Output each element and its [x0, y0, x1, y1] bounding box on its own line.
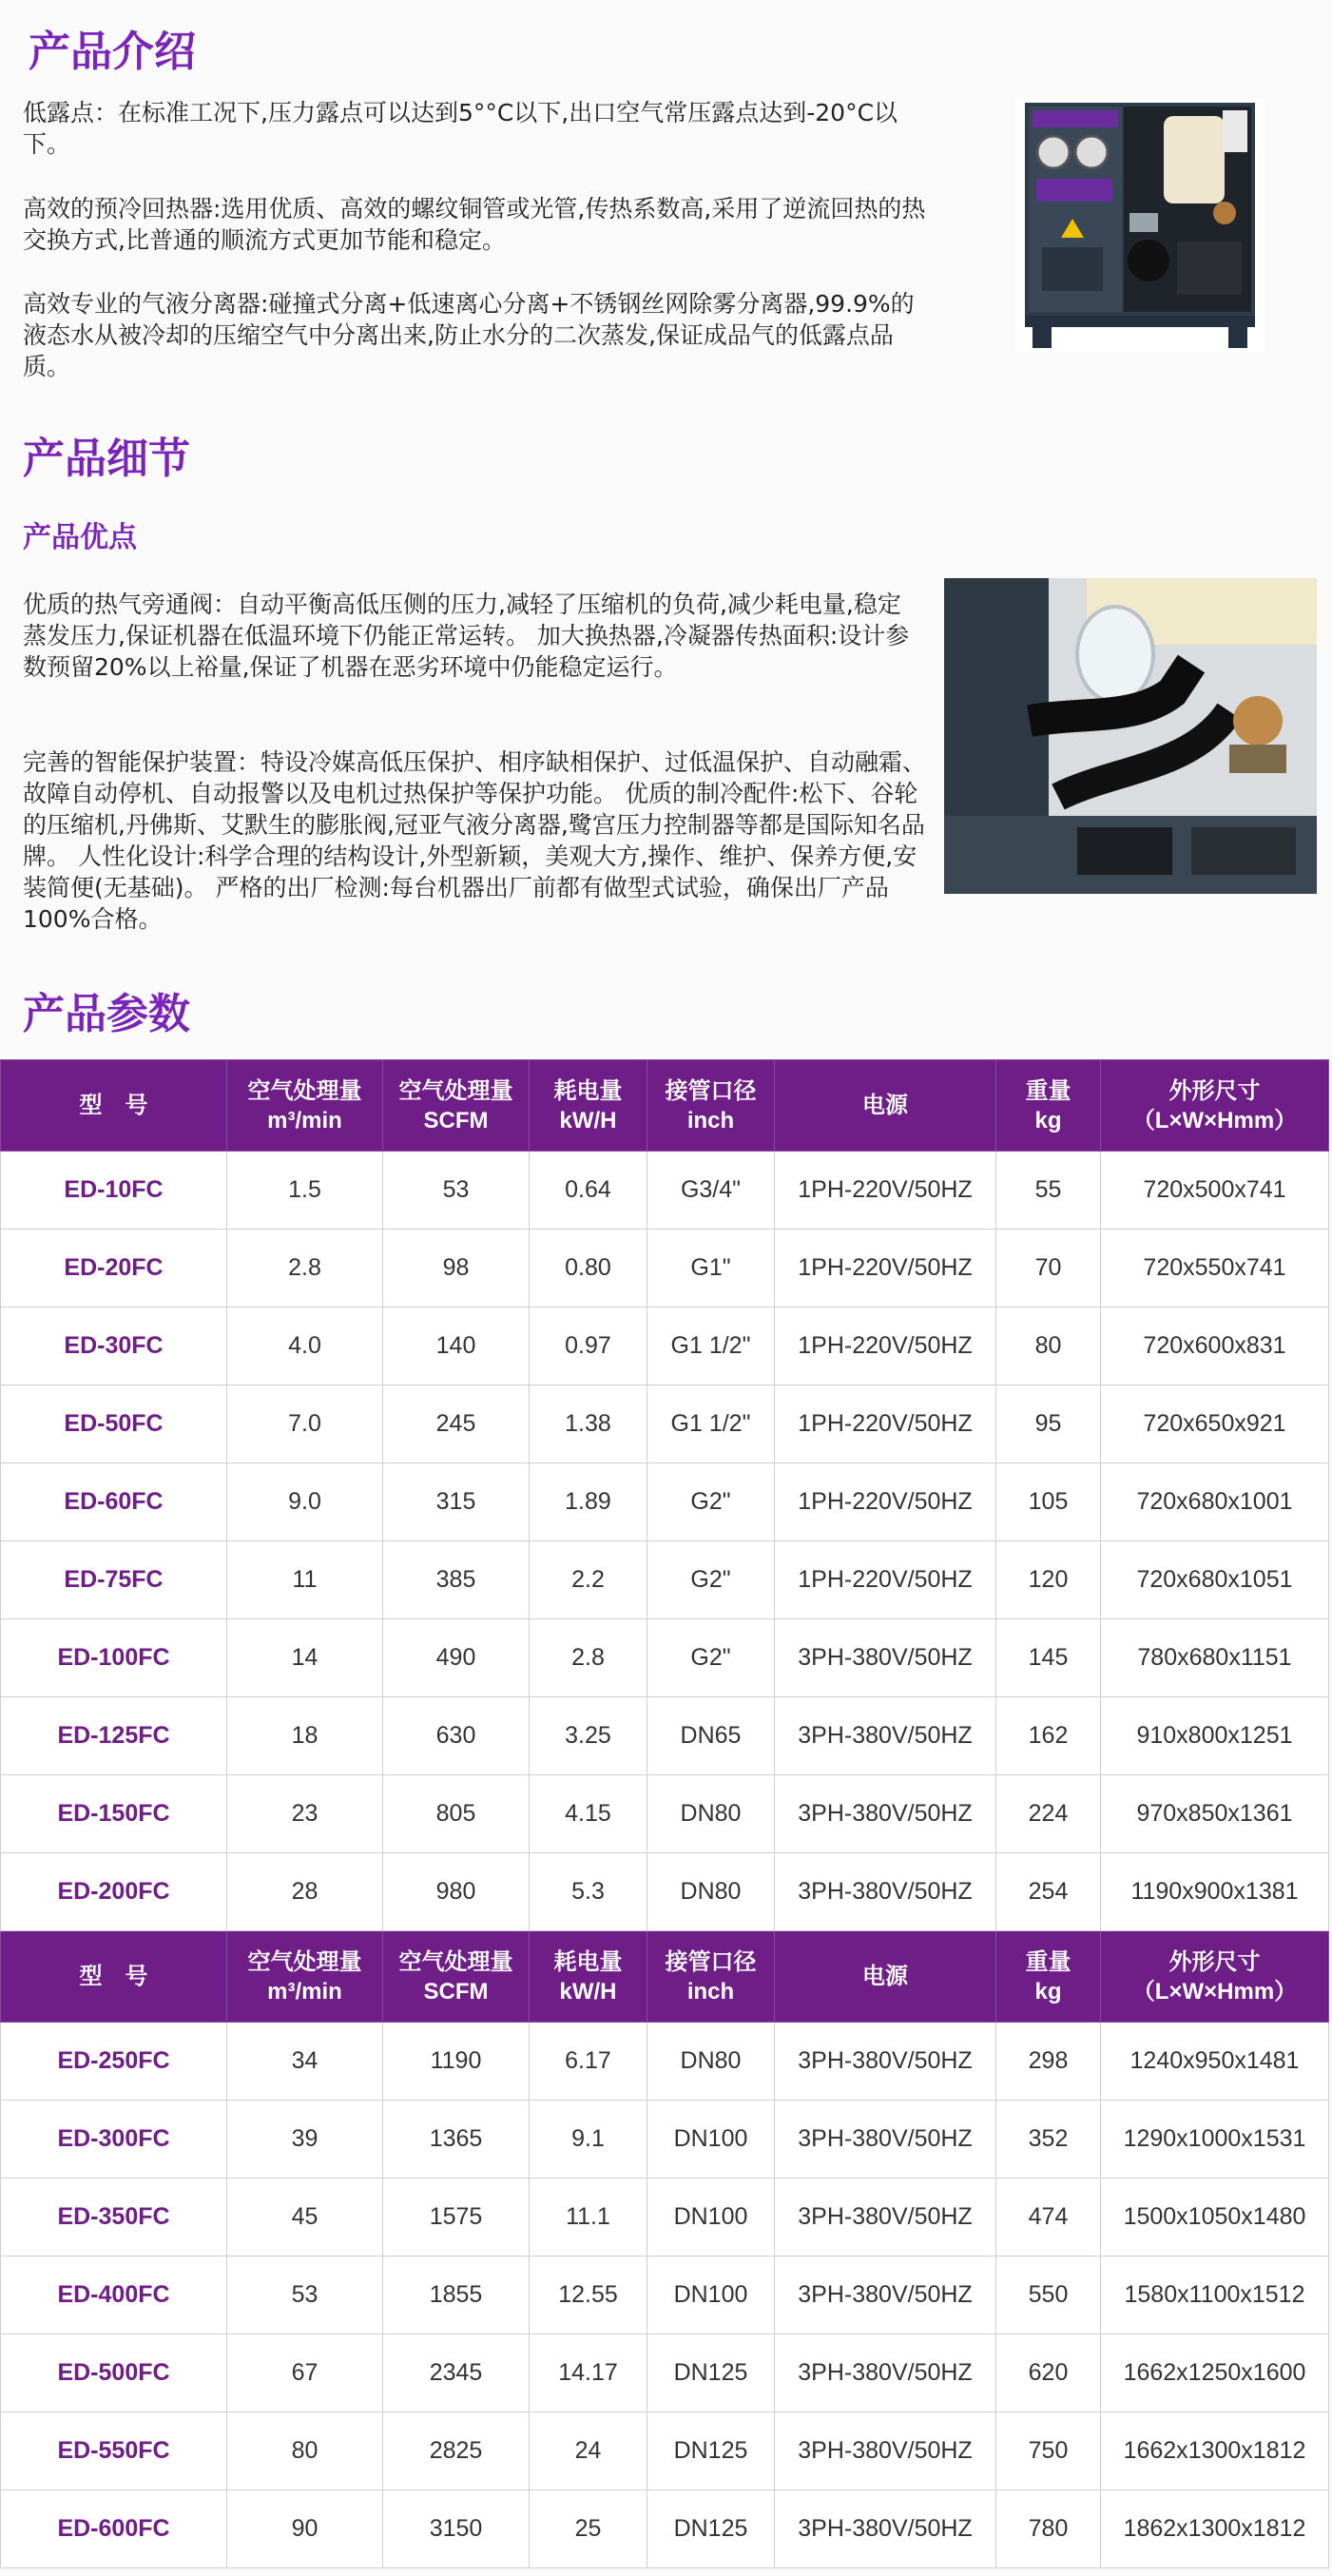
cell-dimensions: 1290x1000x1531	[1101, 2101, 1329, 2179]
header-label: 空气处理量	[398, 1948, 513, 1975]
cell-power: 9.1	[530, 2101, 647, 2179]
cell-power-supply: 3PH-380V/50HZ	[775, 2101, 996, 2179]
cell-power-supply: 1PH-220V/50HZ	[775, 1385, 996, 1463]
cell-power-supply: 3PH-380V/50HZ	[775, 1775, 996, 1853]
cell-model: ED-20FC	[1, 1230, 227, 1307]
cell-power: 0.97	[530, 1307, 647, 1385]
cell-flow-m3min: 67	[227, 2334, 383, 2412]
cell-pipe-size: DN125	[647, 2334, 775, 2412]
cell-flow-m3min: 90	[227, 2490, 383, 2568]
cell-pipe-size: DN65	[647, 1697, 775, 1775]
table-row	[1, 2023, 1329, 2101]
params-table	[0, 1059, 1329, 2568]
cell-model: ED-30FC	[1, 1307, 227, 1385]
cell-weight: 95	[996, 1385, 1101, 1463]
intro-paragraph-precooler: 高效的预冷回热器:选用优质、高效的螺纹铜管或光管,传热系数高,采用了逆流回热的热交换方式,比普通的顺流方式更加节能和稳定。	[23, 195, 926, 254]
header-flow-scfm	[383, 1931, 530, 2023]
cell-dimensions: 1240x950x1481	[1101, 2023, 1329, 2101]
cell-flow-m3min: 39	[227, 2101, 383, 2179]
cell-flow-scfm: 315	[383, 1463, 530, 1541]
cell-flow-scfm: 630	[383, 1697, 530, 1775]
cell-pipe-size: G1 1/2"	[647, 1307, 775, 1385]
table-row	[1, 1853, 1329, 1931]
cell-flow-m3min: 23	[227, 1775, 383, 1853]
cell-model: ED-500FC	[1, 2334, 227, 2412]
cell-dimensions: 1662x1250x1600	[1101, 2334, 1329, 2412]
cell-dimensions: 720x650x921	[1101, 1385, 1329, 1463]
cell-weight: 298	[996, 2023, 1101, 2101]
cell-power: 24	[530, 2412, 647, 2490]
cell-model: ED-350FC	[1, 2179, 227, 2256]
cell-weight: 224	[996, 1775, 1101, 1853]
cell-flow-m3min: 53	[227, 2256, 383, 2334]
header-unit: kg	[1034, 1978, 1062, 2005]
cell-dimensions: 910x800x1251	[1101, 1697, 1329, 1775]
cell-flow-scfm: 1855	[383, 2256, 530, 2334]
cell-pipe-size: DN80	[647, 2023, 775, 2101]
intro-title: 产品介绍	[29, 28, 196, 76]
cell-flow-m3min: 9.0	[227, 1463, 383, 1541]
cell-model: ED-75FC	[1, 1541, 227, 1619]
cell-power-supply: 3PH-380V/50HZ	[775, 2256, 996, 2334]
header-dimensions	[1101, 1060, 1329, 1152]
cell-power: 2.8	[530, 1619, 647, 1697]
cell-power: 0.64	[530, 1152, 647, 1230]
header-power-supply	[775, 1931, 996, 2023]
cell-power-supply: 1PH-220V/50HZ	[775, 1541, 996, 1619]
cell-dimensions: 1190x900x1381	[1101, 1853, 1329, 1931]
cell-model: ED-150FC	[1, 1775, 227, 1853]
header-label: 外形尺寸	[1168, 1077, 1261, 1104]
cell-dimensions: 780x680x1151	[1101, 1619, 1329, 1697]
table-row	[1, 2256, 1329, 2334]
cell-weight: 620	[996, 2334, 1101, 2412]
cell-flow-m3min: 1.5	[227, 1152, 383, 1230]
cell-flow-m3min: 28	[227, 1853, 383, 1931]
header-unit: inch	[686, 1107, 735, 1133]
cell-pipe-size: DN125	[647, 2412, 775, 2490]
table-row	[1, 1775, 1329, 1853]
cell-flow-scfm: 980	[383, 1853, 530, 1931]
header-label: 耗电量	[553, 1948, 623, 1975]
header-label: 耗电量	[553, 1077, 623, 1104]
cell-flow-m3min: 11	[227, 1541, 383, 1619]
cell-power-supply: 1PH-220V/50HZ	[775, 1152, 996, 1230]
cell-dimensions: 1580x1100x1512	[1101, 2256, 1329, 2334]
header-dimensions	[1101, 1931, 1329, 2023]
cell-power-supply: 3PH-380V/50HZ	[775, 1619, 996, 1697]
cell-weight: 550	[996, 2256, 1101, 2334]
cell-flow-scfm: 385	[383, 1541, 530, 1619]
cell-power: 0.80	[530, 1230, 647, 1307]
cell-pipe-size: DN125	[647, 2490, 775, 2568]
table-row	[1, 2101, 1329, 2179]
details-paragraph-bypass-valve: 优质的热气旁通阀：自动平衡高低压侧的压力,减轻了压缩机的负荷,减少耗电量,稳定蒸发压力,保证机器在低温环境下仍能正常运转。 加大换热器,冷凝器传热面积:设计参数预留20%以上裕量,保证了机器在恶劣环境中仍能稳定运行。	[23, 591, 910, 681]
cell-flow-scfm: 53	[383, 1152, 530, 1230]
cell-power-supply: 3PH-380V/50HZ	[775, 2490, 996, 2568]
cell-power: 1.89	[530, 1463, 647, 1541]
header-weight	[996, 1931, 1101, 2023]
cell-weight: 750	[996, 2412, 1101, 2490]
params-table-body	[1, 1060, 1329, 2568]
table-row	[1, 1697, 1329, 1775]
cell-power-supply: 3PH-380V/50HZ	[775, 2412, 996, 2490]
cell-model: ED-10FC	[1, 1152, 227, 1230]
cell-flow-scfm: 3150	[383, 2490, 530, 2568]
cell-flow-scfm: 2345	[383, 2334, 530, 2412]
cell-dimensions: 1500x1050x1480	[1101, 2179, 1329, 2256]
cell-power-supply: 1PH-220V/50HZ	[775, 1463, 996, 1541]
intro-paragraph-low-dew-point: 低露点：在标准工况下,压力露点可以达到5°°C以下,出口空气常压露点达到-20°C以下。	[23, 99, 898, 158]
cell-model: ED-550FC	[1, 2412, 227, 2490]
cell-flow-m3min: 34	[227, 2023, 383, 2101]
header-label: 空气处理量	[247, 1077, 362, 1104]
cell-pipe-size: G1"	[647, 1230, 775, 1307]
cell-pipe-size: G2"	[647, 1619, 775, 1697]
header-unit: m³/min	[267, 1978, 342, 2005]
cell-pipe-size: DN100	[647, 2256, 775, 2334]
cell-flow-scfm: 98	[383, 1230, 530, 1307]
cell-model: ED-60FC	[1, 1463, 227, 1541]
cell-pipe-size: G1 1/2"	[647, 1385, 775, 1463]
header-unit: kg	[1034, 1107, 1062, 1133]
cell-flow-scfm: 490	[383, 1619, 530, 1697]
cell-weight: 254	[996, 1853, 1101, 1931]
header-model	[1, 1931, 227, 2023]
cell-weight: 474	[996, 2179, 1101, 2256]
cell-model: ED-200FC	[1, 1853, 227, 1931]
cell-flow-scfm: 2825	[383, 2412, 530, 2490]
table-row	[1, 2490, 1329, 2568]
cell-weight: 352	[996, 2101, 1101, 2179]
header-label: 重量	[1025, 1077, 1071, 1104]
cell-pipe-size: DN100	[647, 2101, 775, 2179]
cell-pipe-size: G2"	[647, 1463, 775, 1541]
cell-dimensions: 1662x1300x1812	[1101, 2412, 1329, 2490]
table-header-row	[1, 1060, 1329, 1152]
header-unit: SCFM	[423, 1107, 489, 1133]
cell-power: 12.55	[530, 2256, 647, 2334]
cell-dimensions: 720x680x1051	[1101, 1541, 1329, 1619]
cell-model: ED-50FC	[1, 1385, 227, 1463]
table-row	[1, 2412, 1329, 2490]
header-label: 外形尺寸	[1168, 1948, 1261, 1975]
cell-flow-scfm: 140	[383, 1307, 530, 1385]
cell-weight: 780	[996, 2490, 1101, 2568]
cell-power-supply: 3PH-380V/50HZ	[775, 2023, 996, 2101]
header-label: 重量	[1025, 1948, 1071, 1975]
header-pipe-size	[647, 1060, 775, 1152]
cell-flow-m3min: 2.8	[227, 1230, 383, 1307]
table-row	[1, 1307, 1329, 1385]
cell-power: 25	[530, 2490, 647, 2568]
cell-flow-scfm: 805	[383, 1775, 530, 1853]
cell-flow-m3min: 4.0	[227, 1307, 383, 1385]
table-row	[1, 2179, 1329, 2256]
cell-power: 14.17	[530, 2334, 647, 2412]
cell-flow-scfm: 1575	[383, 2179, 530, 2256]
table-row	[1, 1385, 1329, 1463]
header-unit: （L×W×Hmm）	[1131, 1978, 1298, 2005]
cell-dimensions: 720x680x1001	[1101, 1463, 1329, 1541]
cell-flow-m3min: 14	[227, 1619, 383, 1697]
cell-flow-m3min: 7.0	[227, 1385, 383, 1463]
table-row	[1, 1230, 1329, 1307]
header-label: 接管口径	[665, 1948, 757, 1975]
header-unit: （L×W×Hmm）	[1131, 1107, 1298, 1133]
internal-components-photo	[944, 578, 1317, 894]
header-power-supply	[775, 1060, 996, 1152]
table-row	[1, 1463, 1329, 1541]
cell-power: 1.38	[530, 1385, 647, 1463]
cell-model: ED-125FC	[1, 1697, 227, 1775]
header-power	[530, 1931, 647, 2023]
cell-pipe-size: DN80	[647, 1775, 775, 1853]
cell-power-supply: 3PH-380V/50HZ	[775, 1853, 996, 1931]
header-power	[530, 1060, 647, 1152]
cell-power: 6.17	[530, 2023, 647, 2101]
cell-flow-scfm: 1365	[383, 2101, 530, 2179]
cell-model: ED-250FC	[1, 2023, 227, 2101]
table-row	[1, 1619, 1329, 1697]
cell-weight: 120	[996, 1541, 1101, 1619]
details-title: 产品细节	[23, 435, 190, 483]
header-model	[1, 1060, 227, 1152]
advantages-subtitle: 产品优点	[23, 521, 137, 554]
header-weight	[996, 1060, 1101, 1152]
details-paragraph-protection: 完善的智能保护装置：特设冷媒高低压保护、相序缺相保护、过低温保护、自动融霜、故障自动停机、自动报警以及电机过热保护等保护功能。 优质的制冷配件:松下、谷轮的压缩机,丹佛斯、艾默生的膨胀阀,冠亚气液分离器,鹭宫压力控制器等都是国际知名品牌。 人性化设计:科学合理的结构设计,外型新颖，美观大方,操作、维护、保养方便,安装简便(无基础)。 严格的出厂检测:每台机器出厂前都有做型式试验，确保出厂产品100%合格。	[23, 748, 927, 933]
header-label: 空气处理量	[398, 1077, 513, 1104]
cell-weight: 145	[996, 1619, 1101, 1697]
cell-weight: 80	[996, 1307, 1101, 1385]
cell-model: ED-600FC	[1, 2490, 227, 2568]
header-label: 型 号	[79, 1964, 148, 1989]
cell-power: 2.2	[530, 1541, 647, 1619]
cell-power-supply: 3PH-380V/50HZ	[775, 1697, 996, 1775]
table-header-row	[1, 1931, 1329, 2023]
intro-paragraph-separator: 高效专业的气液分离器:碰撞式分离+低速离心分离+不锈钢丝网除雾分离器,99.9%的液态水从被冷却的压缩空气中分离出来,防止水分的二次蒸发,保证成品气的低露点品质。	[23, 290, 915, 380]
cell-model: ED-300FC	[1, 2101, 227, 2179]
cell-weight: 162	[996, 1697, 1101, 1775]
cell-power-supply: 3PH-380V/50HZ	[775, 2334, 996, 2412]
cell-pipe-size: G2"	[647, 1541, 775, 1619]
cell-weight: 105	[996, 1463, 1101, 1541]
header-label: 型 号	[79, 1093, 148, 1118]
cell-pipe-size: G3/4"	[647, 1152, 775, 1230]
cell-power: 5.3	[530, 1853, 647, 1931]
header-flow-m3min	[227, 1931, 383, 2023]
cell-pipe-size: DN100	[647, 2179, 775, 2256]
cell-power-supply: 1PH-220V/50HZ	[775, 1307, 996, 1385]
cell-flow-scfm: 245	[383, 1385, 530, 1463]
dryer-machine-photo	[1015, 99, 1264, 352]
cell-model: ED-100FC	[1, 1619, 227, 1697]
table-row	[1, 2334, 1329, 2412]
header-flow-m3min	[227, 1060, 383, 1152]
cell-pipe-size: DN80	[647, 1853, 775, 1931]
cell-flow-m3min: 18	[227, 1697, 383, 1775]
header-unit: m³/min	[267, 1107, 342, 1133]
cell-weight: 70	[996, 1230, 1101, 1307]
cell-dimensions: 720x500x741	[1101, 1152, 1329, 1230]
cell-power: 4.15	[530, 1775, 647, 1853]
cell-weight: 55	[996, 1152, 1101, 1230]
cell-dimensions: 1862x1300x1812	[1101, 2490, 1329, 2568]
header-label: 电源	[862, 1093, 908, 1118]
cell-model: ED-400FC	[1, 2256, 227, 2334]
cell-dimensions: 720x600x831	[1101, 1307, 1329, 1385]
cell-dimensions: 970x850x1361	[1101, 1775, 1329, 1853]
params-title: 产品参数	[23, 990, 190, 1038]
cell-flow-m3min: 80	[227, 2412, 383, 2490]
header-label: 电源	[862, 1964, 908, 1989]
header-unit: kW/H	[559, 1107, 617, 1133]
cell-flow-m3min: 45	[227, 2179, 383, 2256]
header-unit: inch	[686, 1978, 735, 2005]
header-pipe-size	[647, 1931, 775, 2023]
header-unit: kW/H	[559, 1978, 617, 2005]
header-flow-scfm	[383, 1060, 530, 1152]
cell-power-supply: 1PH-220V/50HZ	[775, 1230, 996, 1307]
header-label: 空气处理量	[247, 1948, 362, 1975]
cell-dimensions: 720x550x741	[1101, 1230, 1329, 1307]
table-row	[1, 1152, 1329, 1230]
cell-power: 3.25	[530, 1697, 647, 1775]
cell-power-supply: 3PH-380V/50HZ	[775, 2179, 996, 2256]
table-row	[1, 1541, 1329, 1619]
header-label: 接管口径	[665, 1077, 757, 1104]
cell-power: 11.1	[530, 2179, 647, 2256]
header-unit: SCFM	[423, 1978, 489, 2005]
cell-flow-scfm: 1190	[383, 2023, 530, 2101]
